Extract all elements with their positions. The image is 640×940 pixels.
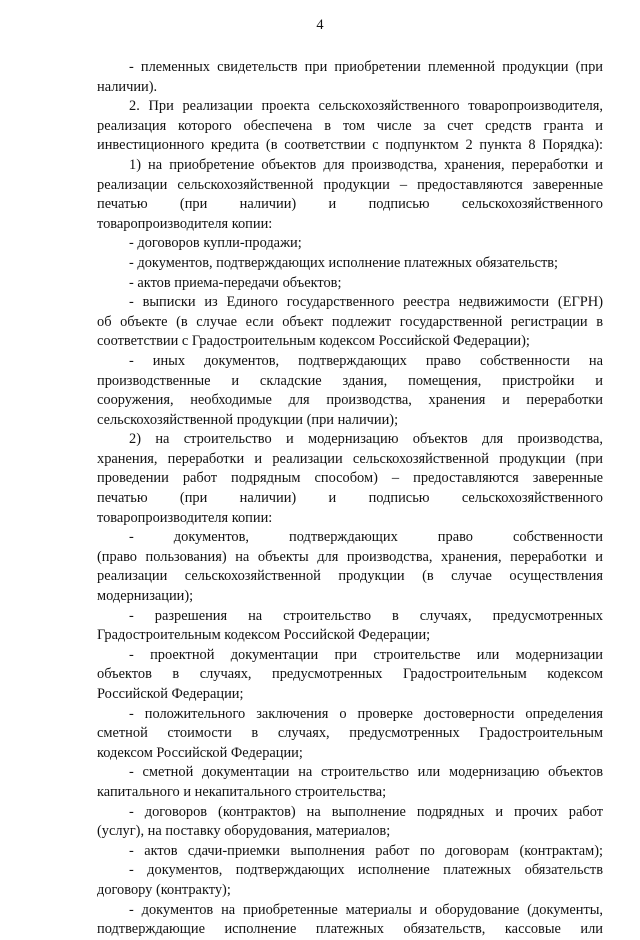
- text-line: - положительного заключения о проверке достоверности определения: [129, 705, 603, 722]
- text-line: - актов сдачи-приемки выполнения работ по договорам (контрактам);: [129, 842, 603, 859]
- text-line: Градостроительным кодексом Российской Федерации;: [97, 627, 431, 644]
- text-line: (право пользования) на объекты для производства, хранения, переработки и: [97, 548, 603, 565]
- text-line: - племенных свидетельств при приобретении племенной продукции (при: [129, 59, 603, 75]
- text-line: Российской Федерации;: [97, 686, 244, 702]
- text-line: 1) на приобретение объектов для производства, хранения, переработки и: [129, 156, 603, 173]
- document-body: [97, 58, 603, 940]
- text-line: наличии).: [97, 78, 158, 95]
- text-line: - разрешения на строительство в случаях, предусмотренных: [129, 607, 603, 624]
- text-line: договору (контракту);: [97, 881, 231, 898]
- text-line: 2. При реализации проекта сельскохозяйственного товаропроизводителя,: [129, 98, 603, 115]
- text-line: 2) на строительство и модернизацию объектов для производства,: [129, 431, 603, 448]
- text-line: - иных документов, подтверждающих право собственности на: [129, 352, 603, 369]
- text-line: сооружения, необходимые для производства, хранения и переработки: [97, 392, 603, 409]
- text-line: товаропроизводителя копии:: [97, 509, 273, 526]
- text-line: об объекте (в случае если объект подлежит государственной регистрации в: [97, 313, 603, 330]
- text-line: капитального и некапитального строительства;: [97, 783, 387, 800]
- text-line: соответствии с Градостроительным кодексом Российской Федерации);: [97, 333, 530, 350]
- text-line: сельскохозяйственной продукции (при наличии);: [97, 411, 399, 428]
- text-line: - сметной документации на строительство или модернизацию объектов: [129, 764, 603, 781]
- text-line: реализация которого обеспечена в том числе за счет средств гранта и: [97, 117, 603, 134]
- text-line: - актов приема-передачи объектов;: [129, 274, 342, 291]
- text-line: подтверждающие исполнение платежных обязательств, кассовые или: [97, 921, 603, 938]
- text-line: объектов в случаях, предусмотренных Градостроительным кодексом: [97, 666, 603, 683]
- text-line: - договоров (контрактов) на выполнение подрядных и прочих работ: [129, 803, 603, 820]
- text-line: хранения, переработки и реализации сельскохозяйственной продукции (при: [97, 450, 603, 467]
- text-line: реализации сельскохозяйственной продукции (в случае осуществления: [97, 568, 603, 585]
- text-line: кодексом Российской Федерации;: [97, 744, 303, 761]
- text-line: печатью (при наличии) и подписью сельскохозяйственного: [97, 196, 603, 213]
- text-line: (услуг), на поставку оборудования, материалов;: [97, 823, 391, 840]
- text-line: - договоров купли-продажи;: [129, 235, 302, 252]
- text-line: - документов на приобретенные материалы и оборудование (документы,: [129, 901, 603, 918]
- text-line: - проектной документации при строительстве или модернизации: [129, 646, 603, 663]
- text-line: - документов, подтверждающих право собственности: [129, 529, 603, 546]
- text-line: - документов, подтверждающих исполнение платежных обязательств: [129, 862, 603, 879]
- text-line: реализации сельскохозяйственной продукции – предоставляются заверенные: [97, 176, 603, 193]
- text-line: товаропроизводителя копии:: [97, 215, 273, 232]
- page-number: 4: [316, 17, 324, 33]
- text-line: - выписки из Единого государственного реестра недвижимости (ЕГРН): [129, 294, 603, 311]
- text-line: печатью (при наличии) и подписью сельскохозяйственного: [97, 490, 603, 507]
- text-line: сметной стоимости в случаях, предусмотренных Градостроительным: [97, 725, 603, 742]
- text-line: - документов, подтверждающих исполнение платежных обязательств;: [129, 254, 559, 271]
- text-line: инвестиционного кредита (в соответствии с подпунктом 2 пункта 8 Порядка):: [97, 137, 603, 154]
- text-line: производственные и складские здания, помещения, пристройки и: [97, 372, 603, 389]
- text-line: модернизации);: [97, 588, 194, 605]
- text-line: проведении работ подрядным способом) – предоставляются заверенные: [97, 470, 603, 487]
